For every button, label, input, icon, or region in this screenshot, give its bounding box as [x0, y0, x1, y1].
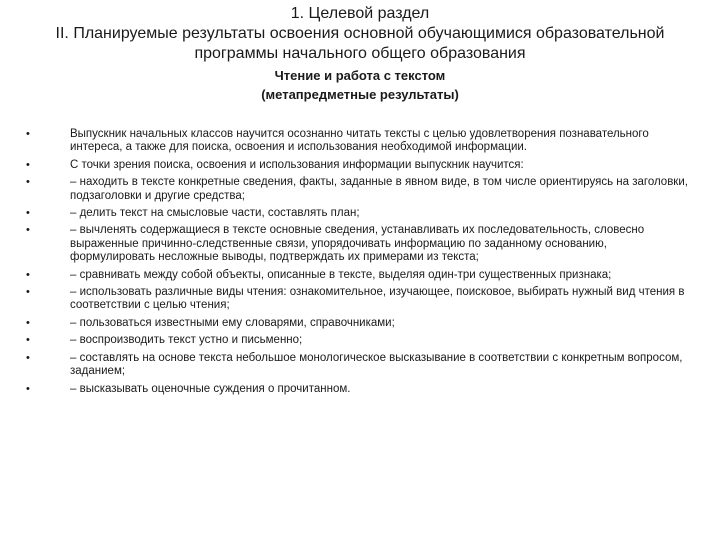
list-item — [22, 286, 692, 313]
list-item-text: – высказывать оценочные суждения о прочитанном. — [70, 382, 351, 395]
list-item-text: – воспроизводить текст устно и письменно; — [70, 334, 303, 347]
list-item-text: – пользоваться известными ему словарями, справочниками; — [70, 316, 395, 329]
list-item-text: С точки зрения поиска, освоения и использования информации выпускник научится: — [70, 158, 524, 171]
bullet-icon: • — [26, 128, 30, 140]
list-item — [22, 224, 692, 264]
bullet-icon: • — [26, 224, 30, 237]
list-item-text: – вычленять содержащиеся в тексте основные сведения, устанавливать их последовательность, словесно выраженные причинно-следственные связи, упорядочивать информацию по заданному основанию, формулировать несложные выводы, подтверждать их примерами из текста; — [70, 224, 645, 264]
title-block — [20, 4, 700, 64]
bullet-icon: • — [26, 351, 30, 364]
subtitle-block — [20, 66, 700, 104]
list-item — [22, 383, 692, 396]
bullet-list — [22, 128, 692, 400]
page-title-line-1: II. Планируемые результаты освоения основной обучающимися образовательной — [55, 25, 665, 42]
bullet-icon: • — [26, 382, 30, 395]
list-item — [22, 317, 692, 330]
list-item — [22, 128, 692, 155]
bullet-icon: • — [26, 268, 30, 281]
list-item — [22, 352, 692, 379]
subtitle-line-2: (метапредметные результаты) — [261, 87, 459, 102]
subtitle-line-1: Чтение и работа с текстом — [274, 68, 446, 83]
bullet-icon: • — [26, 316, 30, 329]
bullet-icon: • — [26, 176, 30, 189]
list-item-text: – сравнивать между собой объекты, описанные в тексте, выделяя один-три существенных признака; — [70, 268, 612, 281]
bullet-icon: • — [26, 334, 30, 347]
list-item-text: – делить текст на смысловые части, составлять план; — [70, 207, 360, 220]
bullet-icon: • — [26, 207, 30, 220]
list-item — [22, 207, 692, 220]
list-item-text: Выпускник начальных классов научится осознанно читать тексты с целью удовлетворения познавательного интереса, а также для поиска, освоения и использования необходимой информации. — [70, 128, 649, 154]
list-item — [22, 159, 692, 172]
list-item-text: – составлять на основе текста небольшое монологическое высказывание в соответствии с конкретным вопросом, заданием; — [70, 351, 683, 378]
bullet-icon: • — [26, 286, 30, 299]
bullet-icon: • — [26, 158, 30, 171]
list-item-text: – находить в тексте конкретные сведения, факты, заданные в явном виде, в том числе ориентируясь на заголовки, подзаголовки и другие средства; — [70, 176, 688, 202]
page-title-line-2: программы начального общего образования — [194, 45, 526, 62]
list-item — [22, 334, 692, 347]
section-title: 1. Целевой раздел — [290, 5, 430, 22]
list-item-text: – использовать различные виды чтения: ознакомительное, изучающее, поисковое, выбирать нужный вид чтения в соответствии с целью чтения; — [70, 286, 685, 312]
list-item — [22, 269, 692, 282]
list-item — [22, 176, 692, 203]
